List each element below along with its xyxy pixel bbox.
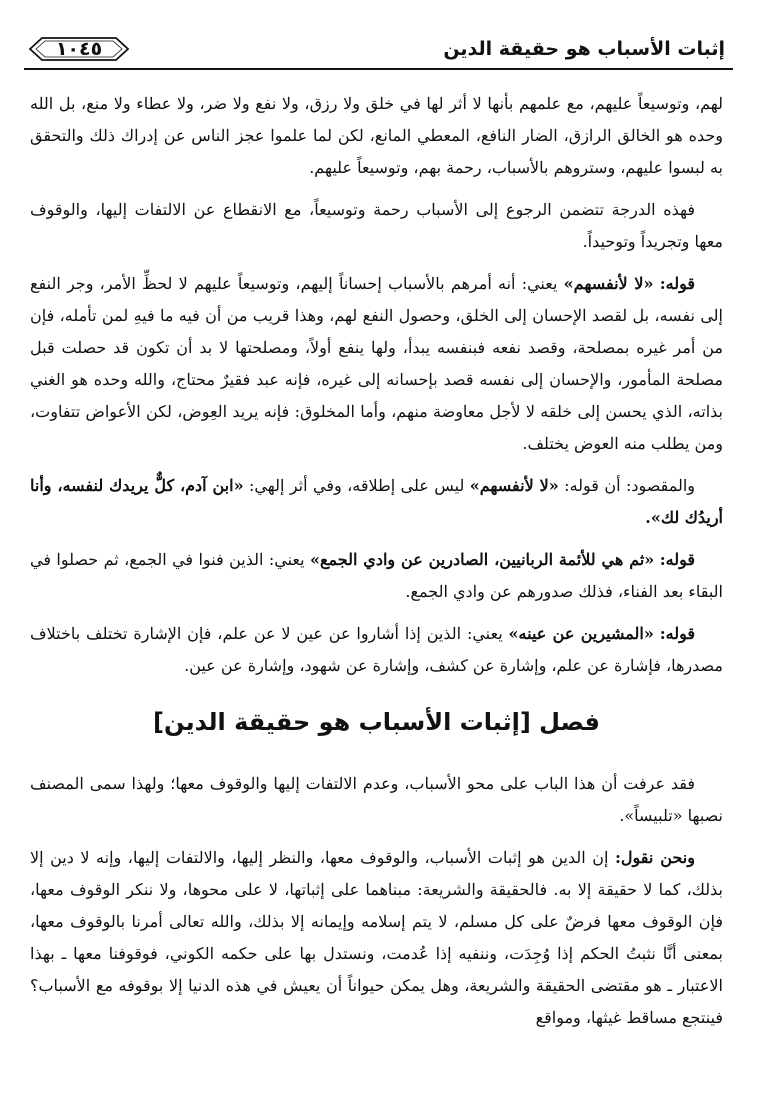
paragraph-8 bbox=[30, 842, 723, 1034]
paragraph-6-lead: قوله: bbox=[659, 624, 695, 643]
paragraph-5-lead: قوله: bbox=[659, 550, 696, 569]
paragraph-4 bbox=[30, 470, 723, 534]
paragraph-6-text: يعني: الذين إذا أشاروا عن عين لا عن علم، فإن الإشارة تختلف باختلاف مصدرها، فإشارة عن علم، وإشارة عن كشف، وإشارة عن شهود، وإشارة عن عين. bbox=[30, 624, 723, 675]
running-title: إثبات الأسباب هو حقيقة الدين bbox=[443, 38, 725, 60]
paragraph-5-text: يعني: الذين فنوا في الجمع، ثم حصلوا في البقاء بعد الفناء، فذلك صدورهم عن وادي الجمع. bbox=[30, 550, 723, 601]
page-number-badge bbox=[24, 35, 134, 63]
paragraph-6 bbox=[30, 618, 723, 682]
paragraph-3 bbox=[30, 268, 723, 460]
paragraph-3-text: يعني: أنه أمرهم بالأسباب إحساناً إليهم، وتوسيعاً عليهم لا لحظِّ الأمر، وجر النفع إلى نفسه، بل لقصد الإحسان إلى الخلق، وحصول النفع لهم، وهذا قريب من أن فيه ما فيهِ لمن تأمله، فإن من أمر غيره بمصلحة، وقصد نفعه فبنفسه يبدأ، ولها ينفع أولاً، ومصلحتها لا بد أن تكون قد حصلت قبل مصلحة المأمور، والإحسان إلى نفسه قصد بإحسانه إلى غيره، فإنه عبد فقيرٌ محتاج، والله وحده هو الغني بذاته، الذي يحسن إلى خلقه لا لأجل معاوضة منهم، وأما المخلوق: فإنه يريد العِوض، لكن الأعواض تتفاوت، ومن يطلب منه العوض يختلف. bbox=[30, 274, 724, 453]
paragraph-1: لهم، وتوسيعاً عليهم، مع علمهم بأنها لا أثر لها في خلق ولا رزق، ولا نفع ولا ضر، ولا عطاء ولا منع، بل الله وحده هو الخالق الرازق، الضار النافع، المعطي المانع، لكن لما علموا عجز الناس عن إدراك ذلك والتحقق به لبسوا عليهم، وستروهم بالأسباب، رحمة بهم، وتوسيعاً عليهم. bbox=[30, 94, 723, 177]
paragraph-3-lead: قوله: bbox=[659, 274, 695, 293]
paragraph-8-lead: ونحن نقول: bbox=[614, 848, 695, 867]
paragraph-6-quote: «المشيرين عن عينه» bbox=[508, 624, 654, 643]
paragraph-4-text-1: والمقصود: أن قوله: bbox=[564, 476, 695, 495]
paragraph-8-text: إن الدين هو إثبات الأسباب، والوقوف معها، والنظر إليها، والالتفات إليها، وإنه لا دين إلا بذلك، كما لا حقيقة إلا به. فالحقيقة والشريعة: مبناهما على إثباتها، لا على محوها، ولا ننكر الوقوف معها، فإن الوقوف معها فرضٌ على كل مسلم، لا يتم إسلامه وإيمانه إلا بذلك، والله تعالى أمرنا بالوقوف معها، بمعنى أنَّا نثبتُ الحكم إذا وُجِدَت، وننفيه إذا عُدمت، ونستدل بها على حكمه الكوني، فوقوفنا معها ـ بهذا الاعتبار ـ هو مقتضى الحقيقة والشريعة، وهل يمكن حيواناً أن يعيش في هذه الدنيا إلا بوقوفه مع الأسباب؟ فينتجع مساقط غيثها، ومواقع bbox=[30, 848, 723, 1027]
page-number: ١٠٤٥ bbox=[55, 38, 103, 60]
running-header bbox=[24, 30, 733, 70]
section-heading: فصل [إثبات الأسباب هو حقيقة الدين] bbox=[153, 708, 600, 736]
paragraph-7: فقد عرفت أن هذا الباب على محو الأسباب، وعدم الالتفات إليها والوقوف معها؛ ولهذا سمى المصنف نصبها «تلبيساً». bbox=[30, 774, 723, 825]
paragraph-4-text-2: ليس على إطلاقه، وفي أثر إلهي: bbox=[249, 476, 465, 495]
paragraph-4-quote-1: «لا لأنفسهم» bbox=[469, 476, 559, 495]
paragraph-3-quote: «لا لأنفسهم» bbox=[563, 274, 654, 293]
paragraph-4-quote-2: «ابن آدم، كلٌّ يريدك لنفسه، وأنا أريدُك لك». bbox=[30, 476, 723, 527]
paragraph-2: فهذه الدرجة تتضمن الرجوع إلى الأسباب رحمة وتوسيعاً، مع الانقطاع عن الالتفات إليها، والوقوف معها وتجريداً وتوحيداً. bbox=[30, 200, 723, 251]
page-body bbox=[30, 88, 723, 1044]
paragraph-5-quote: «ثم هي للأئمة الربانيين، الصادرين عن وادي الجمع» bbox=[310, 550, 655, 569]
paragraph-5 bbox=[30, 544, 723, 608]
